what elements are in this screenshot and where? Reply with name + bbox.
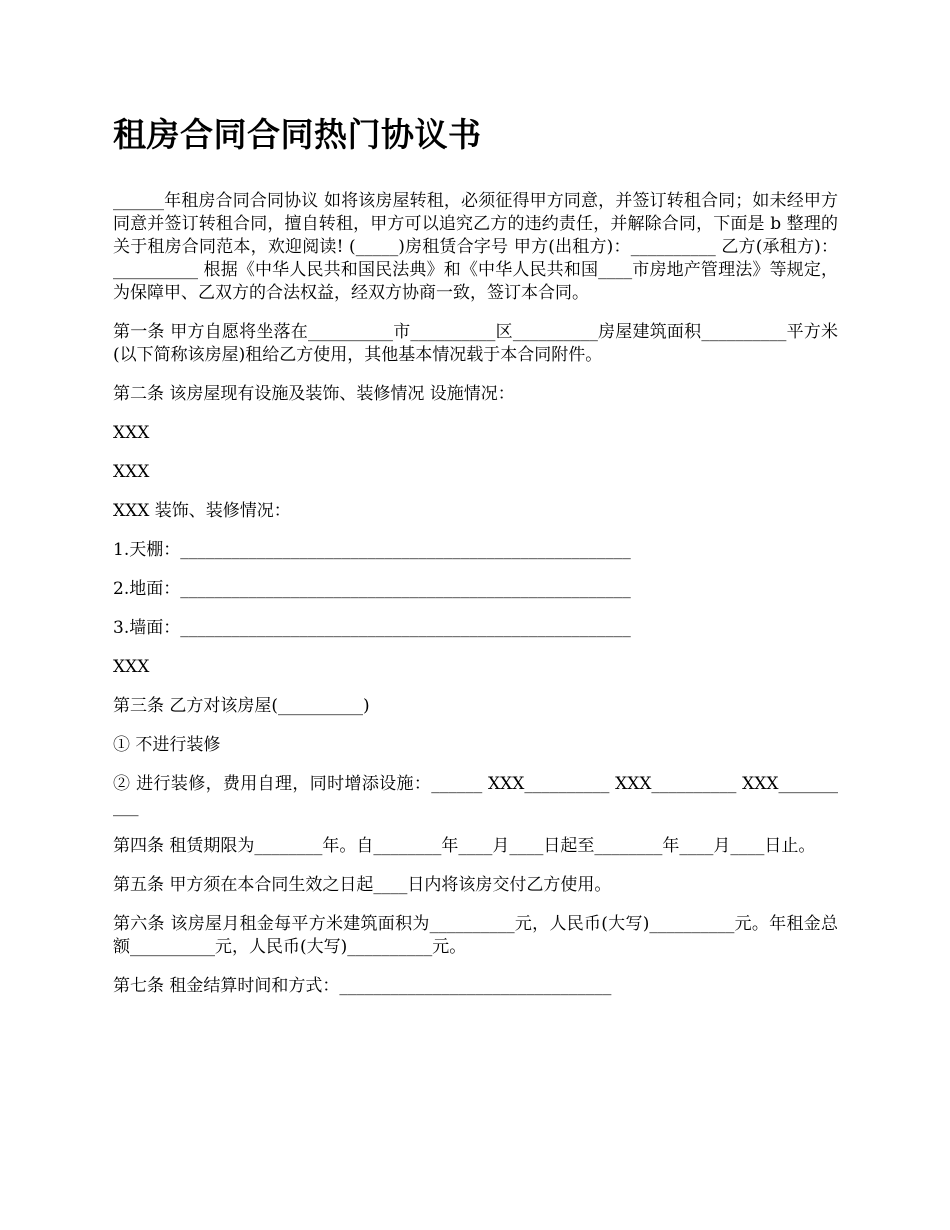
decoration-item: XXX [113, 657, 150, 677]
document-title: 租房合同合同热门协议书 [113, 115, 482, 154]
option-renovation: ② 进行装修，费用自理，同时增添设施：______ XXX__________ XXX__________ XXX__________ [113, 774, 838, 817]
article-1: 第一条 甲方自愿将坐落在__________市__________区__________房屋建筑面积__________平方米(以下简称该房屋)租给乙方使用，其他基本情况载于本合同附件。 [113, 322, 838, 365]
floor-line: 2.地面：_____________________________________________________ [113, 579, 631, 599]
wall-line: 3.墙面：_____________________________________________________ [113, 618, 631, 638]
option-no-renovation: ① 不进行装修 [113, 735, 221, 755]
article-6: 第六条 该房屋月租金每平方米建筑面积为__________元，人民币(大写)__________元。年租金总额__________元，人民币(大写)__________元。 [113, 914, 838, 957]
article-2: 第二条 该房屋现有设施及装饰、装修情况 设施情况： [113, 384, 515, 404]
ceiling-line: 1.天棚：_____________________________________________________ [113, 540, 631, 560]
facility-item-3: XXX 装饰、装修情况： [113, 501, 291, 521]
article-5: 第五条 甲方须在本合同生效之日起____日内将该房交付乙方使用。 [113, 875, 612, 895]
facility-item-1: XXX [113, 423, 150, 443]
article-7: 第七条 租金结算时间和方式：________________________________ [113, 976, 612, 996]
article-4: 第四条 租赁期限为________年。自________年____月____日起至________年____月____日止。 [113, 836, 816, 856]
facility-item-2: XXX [113, 462, 150, 482]
intro-paragraph: ______年租房合同合同协议 如将该房屋转租，必须征得甲方同意，并签订转租合同；如未经甲方同意并签订转租合同，擅自转租，甲方可以追究乙方的违约责任，并解除合同，下面是 b 整理的关于租房合同范本，欢迎阅读! (_____)房租赁合字号 甲方(出租方)：__________ 乙方(承租方)：__________ 根据《中华人民共和国民法典》和《中华人民共和国____市房地产管理法》等规定，为保障甲、乙双方的合法权益，经双方协商一致，签订本合同。 [113, 191, 838, 303]
article-3: 第三条 乙方对该房屋(__________) [113, 696, 370, 716]
